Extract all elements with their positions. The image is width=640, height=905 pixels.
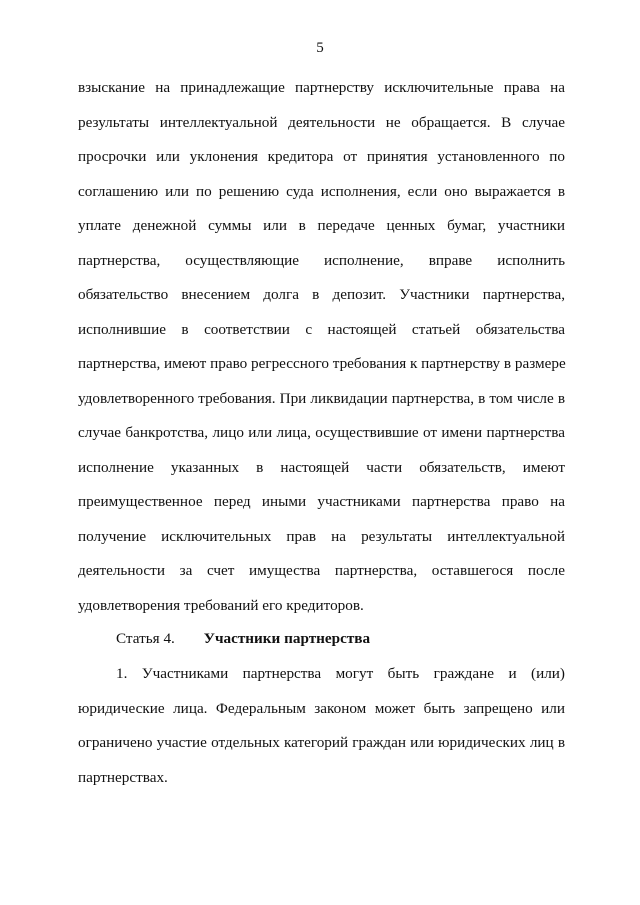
- text-line: получение исключительных прав на результаты интеллектуальной: [78, 527, 565, 545]
- text-line: удовлетворенного требования. При ликвидации партнерства, в том числе в: [78, 389, 565, 407]
- text-line: удовлетворения требований его кредиторов.: [78, 596, 364, 614]
- text-line: взыскание на принадлежащие партнерству исключительные права на: [78, 79, 565, 96]
- text-line: обязательство внесением долга в депозит. Участники партнерства,: [78, 286, 565, 303]
- article-title: Участники партнерства: [203, 630, 371, 647]
- text-line: уплате денежной суммы или в передаче ценных бумаг, участники: [78, 217, 565, 234]
- article-heading: [116, 622, 370, 657]
- text-line: преимущественное перед иными участниками партнерства право на: [78, 493, 565, 510]
- text-line: исполнение указанных в настоящей части обязательств, имеют: [78, 458, 565, 476]
- paragraph-1: [78, 71, 565, 623]
- text-line: ограничено участие отдельных категорий граждан или юридических лиц в: [78, 734, 565, 751]
- text-line: результаты интеллектуальной деятельности не обращается. В случае: [78, 113, 565, 131]
- text-line: деятельности за счет имущества партнерства, оставшегося после: [78, 562, 565, 579]
- text-line: партнерства, имеют право регрессного требования к партнерству в размере: [78, 355, 566, 372]
- text-line: просрочки или уклонения кредитора от принятия установленного по: [78, 148, 565, 165]
- text-line: партнерствах.: [78, 768, 168, 786]
- page-number: 5: [316, 40, 324, 56]
- text-line: юридические лица. Федеральным законом может быть запрещено или: [78, 699, 565, 717]
- text-line: соглашению или по решению суда исполнения, если оно выражается в: [78, 182, 565, 200]
- text-line: партнерства, осуществляющие исполнение, вправе исполнить: [78, 251, 565, 269]
- paragraph-2: [78, 657, 565, 795]
- text-line: исполнившие в соответствии с настоящей статьей обязательства: [78, 320, 565, 338]
- text-line: случае банкротства, лицо или лица, осуществившие от имени партнерства: [78, 424, 565, 441]
- text-line: 1. Участниками партнерства могут быть граждане и (или): [116, 665, 565, 682]
- article-label: Статья 4.: [116, 630, 175, 647]
